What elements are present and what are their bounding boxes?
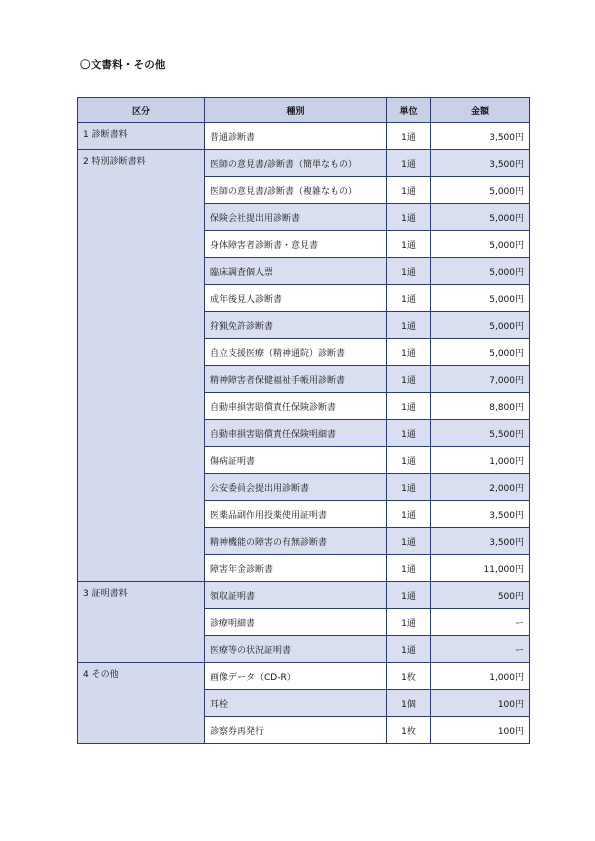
price-cell: 5,000円 [431,339,530,366]
price-cell: 11,000円 [431,555,530,582]
item-name-cell: 自動車損害賠償責任保険明細書 [205,420,387,447]
unit-cell: 1通 [387,204,431,231]
item-name-cell: 精神障害者保健福祉手帳用診断書 [205,366,387,393]
item-name-cell: 自立支援医療（精神通院）診断書 [205,339,387,366]
price-cell: 1,000円 [431,447,530,474]
item-name-cell: 耳栓 [205,690,387,717]
item-name-cell: 狩猟免許診断書 [205,312,387,339]
item-name-cell: 臨床調査個人票 [205,258,387,285]
unit-cell: 1通 [387,312,431,339]
unit-cell: 1通 [387,447,431,474]
price-cell: 100円 [431,717,530,744]
item-name-cell: 成年後見人診断書 [205,285,387,312]
table-body [78,123,530,744]
item-name-cell: 普通診断書 [205,123,387,150]
unit-cell: 1通 [387,258,431,285]
price-cell: 5,000円 [431,204,530,231]
price-cell: 100円 [431,690,530,717]
header-category: 区分 [78,98,205,123]
item-name-cell: 領収証明書 [205,582,387,609]
unit-cell: 1通 [387,393,431,420]
unit-cell: 1枚 [387,717,431,744]
unit-cell: 1通 [387,501,431,528]
price-cell: ー [431,609,530,636]
header-type: 種別 [205,98,387,123]
price-cell: 5,000円 [431,258,530,285]
unit-cell: 1通 [387,150,431,177]
category-cell: 1 診断書料 [78,123,205,150]
price-cell: 3,500円 [431,528,530,555]
item-name-cell: 傷病証明書 [205,447,387,474]
unit-cell: 1通 [387,582,431,609]
unit-cell: 1個 [387,690,431,717]
item-name-cell: 診療明細書 [205,609,387,636]
category-cell: 2 特別診断書料 [78,150,205,582]
price-cell: 5,000円 [431,285,530,312]
price-cell: 1,000円 [431,663,530,690]
price-cell: 2,000円 [431,474,530,501]
unit-cell: 1通 [387,474,431,501]
unit-cell: 1通 [387,231,431,258]
price-cell: 5,000円 [431,177,530,204]
header-unit: 単位 [387,98,431,123]
unit-cell: 1通 [387,420,431,447]
price-cell: 5,000円 [431,231,530,258]
item-name-cell: 医療等の状況証明書 [205,636,387,663]
unit-cell: 1通 [387,528,431,555]
price-cell: 5,000円 [431,312,530,339]
price-cell: 3,500円 [431,501,530,528]
price-cell: ー [431,636,530,663]
unit-cell: 1通 [387,177,431,204]
page-title: 〇文書料・その他 [80,59,166,71]
category-cell: 3 証明書料 [78,582,205,663]
unit-cell: 1通 [387,339,431,366]
table-row [78,150,530,177]
item-name-cell: 画像データ（CD-R） [205,663,387,690]
unit-cell: 1通 [387,636,431,663]
header-amount: 金額 [431,98,530,123]
fee-table [77,97,530,744]
item-name-cell: 身体障害者診断書・意見書 [205,231,387,258]
price-cell: 5,500円 [431,420,530,447]
item-name-cell: 診察券再発行 [205,717,387,744]
table-row [78,123,530,150]
item-name-cell: 医師の意見書/診断書（複雑なもの） [205,177,387,204]
table-row [78,582,530,609]
unit-cell: 1通 [387,555,431,582]
item-name-cell: 精神機能の障害の有無診断書 [205,528,387,555]
unit-cell: 1通 [387,366,431,393]
item-name-cell: 医薬品副作用投薬使用証明書 [205,501,387,528]
item-name-cell: 障害年金診断書 [205,555,387,582]
price-cell: 3,500円 [431,123,530,150]
price-cell: 500円 [431,582,530,609]
price-cell: 3,500円 [431,150,530,177]
item-name-cell: 公安委員会提出用診断書 [205,474,387,501]
table-header [78,98,530,123]
price-cell: 8,800円 [431,393,530,420]
item-name-cell: 保険会社提出用診断書 [205,204,387,231]
unit-cell: 1通 [387,609,431,636]
category-cell: 4 その他 [78,663,205,744]
unit-cell: 1通 [387,123,431,150]
table-row [78,663,530,690]
unit-cell: 1枚 [387,663,431,690]
item-name-cell: 医師の意見書/診断書（簡単なもの） [205,150,387,177]
item-name-cell: 自動車損害賠償責任保険診断書 [205,393,387,420]
price-cell: 7,000円 [431,366,530,393]
unit-cell: 1通 [387,285,431,312]
